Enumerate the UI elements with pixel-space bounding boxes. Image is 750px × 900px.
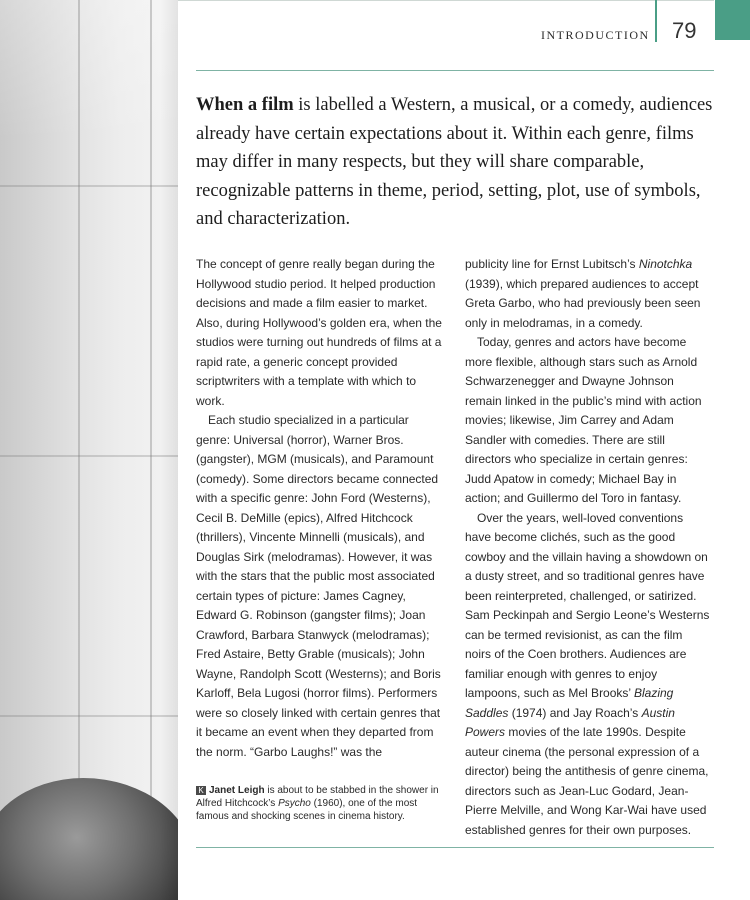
tile-grout-line (78, 0, 80, 900)
tile-grout-line (0, 185, 178, 187)
caption-name: Janet Leigh (209, 785, 265, 796)
right-column (465, 255, 711, 840)
tile-grout-line (0, 715, 178, 717)
header-divider (655, 0, 657, 42)
film-title-blazing-saddles: Blazing Saddles (465, 686, 674, 720)
photo-edge-shadow (160, 0, 178, 900)
chapter-tab (715, 0, 750, 40)
intro-text: is labelled a Western, a musical, or a comedy, audiences already have certain expectations about it. Within each genre, films may differ in many respects, but they will share comparable, recognizable patterns in theme, period, setting, plot, use of symbols, and characterization. (196, 95, 713, 230)
left-column (196, 255, 442, 762)
actor-head-silhouette (0, 778, 178, 900)
right-p1-text-end: (1939), which prepared audiences to accept Greta Garbo, who had previously been seen only in melodramas, in a comedy. (465, 276, 701, 330)
intro-paragraph (196, 91, 716, 234)
tile-grout-line (0, 455, 178, 457)
right-p3-text-b: (1974) and Jay Roach’s (508, 705, 642, 720)
top-rule (196, 70, 714, 71)
right-p1-text: publicity line for Ernst Lubitsch’s (465, 257, 639, 271)
caption-text-end: (1960), one of the most famous and shocking scenes in cinema history. (196, 798, 418, 822)
caption-arrow-icon: K (196, 786, 206, 795)
caption-film-title: Psycho (278, 798, 311, 809)
left-paragraph-2: Each studio specialized in a particular genre: Universal (horror), Warner Bros. (gangster), MGM (musicals), and Paramount (comedy). Some directors became connected with a specific genre: John Ford (Westerns), Cecil B. DeMille (epics), Alfred Hitchcock (thrillers), Vincente Minnelli (musicals), and Douglas Sirk (melodramas). However, it was with the stars that the public most associated certain types of picture: James Cagney, Edward G. Robinson (gangster films); Joan Crawford, Barbara Stanwyck (melodramas); Fred Astaire, Betty Grable (musicals); John Wayne, Randolph Scott (Westerns); and Boris Karloff, Bela Lugosi (horror films). Performers were so closely linked with certain genres that it became an event when they departed from the norm. “Garbo Laughs!” was the (196, 413, 441, 759)
right-p3-text-c: movies of the late 1990s. Despite auteur cinema (the personal expression of a director) being the antithesis of genre cinema, directors such as Jean-Luc Godard, Jean-Pierre Melville, and Wong Kar-Wai have used established genres for their own purposes. (465, 725, 709, 837)
photo-caption (196, 784, 446, 823)
left-paragraph-1: The concept of genre really began during the Hollywood studio period. It helped production decisions and made a film easier to market. Also, during Hollywood’s golden era, when the studios were turning out hundreds of films at a rapid rate, a generic concept provided scriptwriters with a template with which to work. (196, 257, 442, 408)
right-paragraph-1 (465, 255, 711, 333)
tile-grout-line (150, 0, 152, 900)
right-paragraph-2: Today, genres and actors have become more flexible, although stars such as Arnold Schwarzenegger and Dwayne Johnson remain linked in the public’s mind with action movies; likewise, Jim Carrey and Adam Sandler with comedies. There are still directors who specialize in certain genres: Judd Apatow in comedy; Michael Bay in action; and Guillermo del Toro in fantasy. (465, 335, 702, 505)
film-title-austin-powers: Austin Powers (465, 705, 675, 739)
section-label: INTRODUCTION (541, 28, 650, 42)
caption-text: is about to be stabbed in the shower in Alfred Hitchcock’s (196, 785, 439, 809)
top-border (178, 0, 714, 1)
right-paragraph-3 (465, 509, 711, 841)
intro-lead: When a film (196, 95, 294, 115)
film-still-photo (0, 0, 178, 900)
film-title-ninotchka: Ninotchka (638, 257, 693, 271)
right-p3-text-a: Over the years, well-loved conventions have become clichés, such as the good cowboy and the villain having a showdown on a dusty street, and so traditional genres have been reinterpreted, challenged, or satirized. Sam Peckinpah and Sergio Leone’s Westerns can be termed revisionist, as can the film noirs of the Coen brothers. Audiences are familiar enough with genres to enjoy lampoons, such as Mel Brooks’ (465, 510, 710, 700)
bottom-rule (196, 847, 714, 848)
page-number: 79 (672, 18, 697, 43)
